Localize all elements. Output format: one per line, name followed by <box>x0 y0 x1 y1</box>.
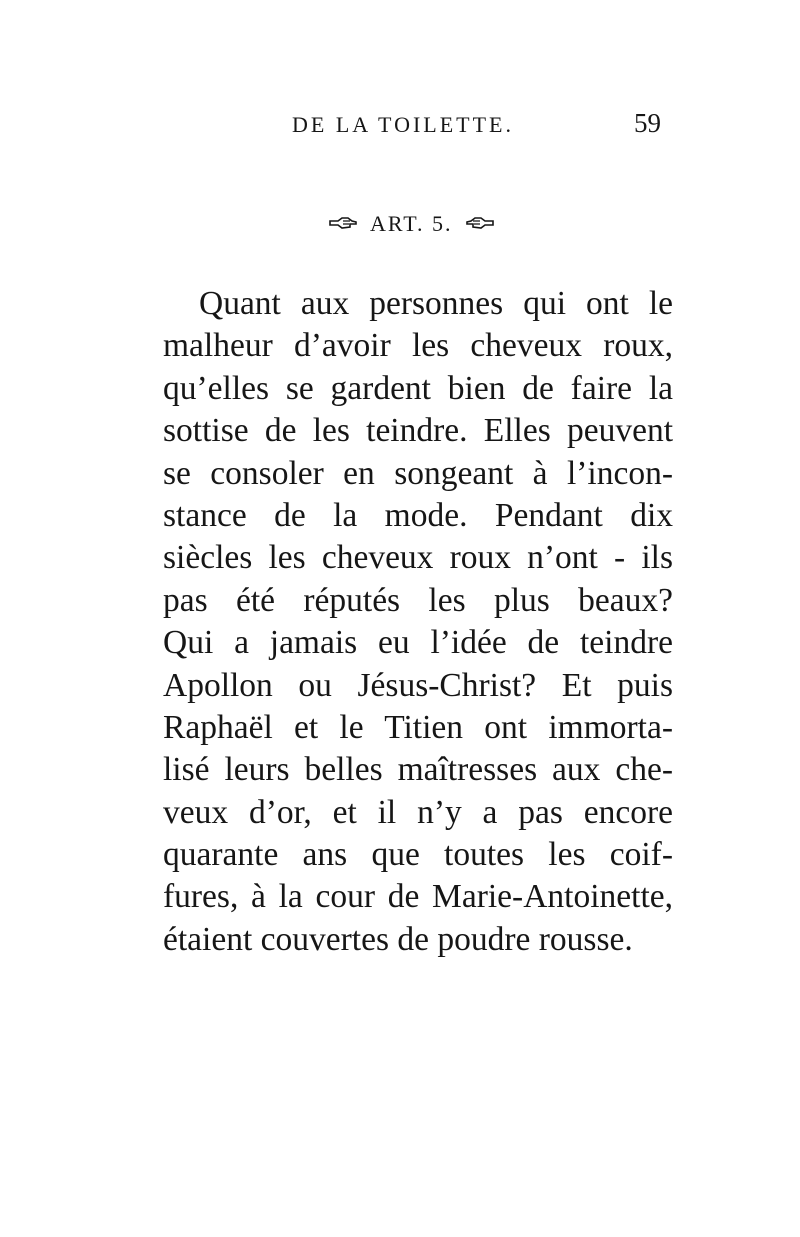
text-line: Qui a jamais eu l’idée de teindre <box>163 624 673 662</box>
text-line: pas été réputés les plus beaux? <box>163 581 673 619</box>
text-line: fures, à la cour de Marie-Antoinette, <box>163 878 673 916</box>
text-line: malheur d’avoir les cheveux roux, <box>163 327 673 365</box>
text-line: stance de la mode. Pendant dix <box>163 496 673 534</box>
text-line: Quant aux personnes qui ont le <box>199 285 673 322</box>
fist-pointing-right-icon <box>328 214 358 234</box>
text-line: lisé leurs belles maîtresses aux che- <box>163 751 673 789</box>
text-line: qu’elles se gardent bien de faire la <box>163 369 673 407</box>
text-line: Raphaël et le Titien ont immorta- <box>163 708 673 746</box>
text-line: sottise de les teindre. Elles peuvent <box>163 412 673 450</box>
running-head-title: DE LA TOILETTE. <box>292 112 514 137</box>
fist-pointing-left-icon <box>465 214 495 234</box>
text-line: étaient couvertes de poudre rousse. <box>163 920 633 958</box>
section-heading <box>328 207 495 241</box>
page-number: 59 <box>634 108 661 138</box>
section-title: ART. 5. <box>370 211 453 236</box>
text-line: siècles les cheveux roux n’ont - ils <box>163 539 673 577</box>
text-line: Apollon ou Jésus-Christ? Et puis <box>163 666 673 704</box>
text-line: veux d’or, et il n’y a pas encore <box>163 793 673 831</box>
article-body-text <box>163 283 673 961</box>
text-line: quarante ans que toutes les coif- <box>163 836 673 874</box>
text-line: se consoler en songeant à l’incon- <box>163 454 673 492</box>
